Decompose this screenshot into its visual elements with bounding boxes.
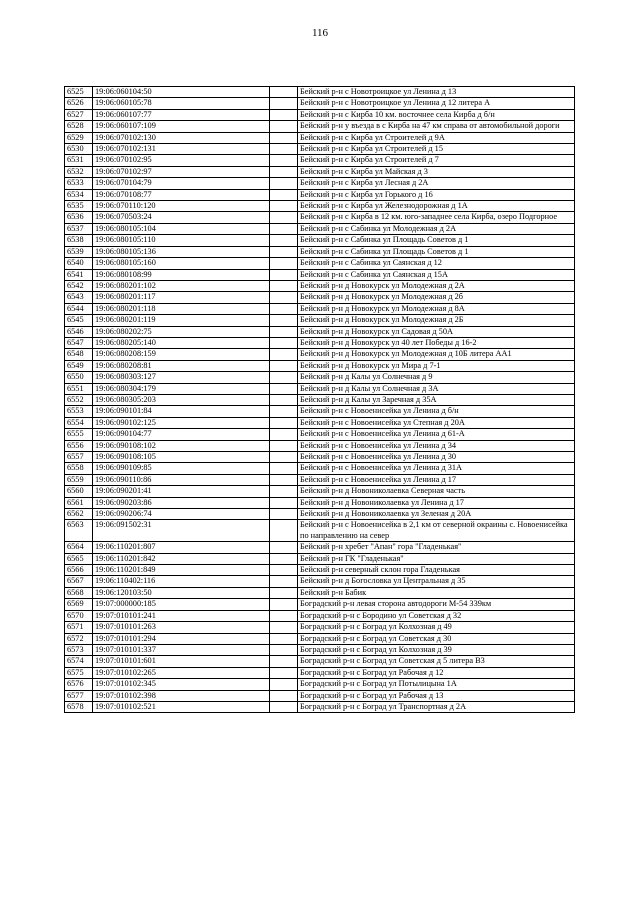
row-number-cell: 6577 (65, 690, 93, 701)
address-cell: Бейский р-н с Кирба ул Строителей д 15 (298, 144, 575, 155)
address-cell: Бейский р-н с Новоенисейка ул Ленина д 17 (298, 474, 575, 485)
empty-cell (270, 486, 298, 497)
cadastral-number-cell: 19:06:110402:116 (93, 576, 270, 587)
cadastral-number-cell: 19:06:080108:99 (93, 269, 270, 280)
table-row (65, 326, 575, 337)
address-cell: Бейский р-н с Кирба ул Строителей д 7 (298, 155, 575, 166)
table-row (65, 121, 575, 132)
row-number-cell: 6549 (65, 360, 93, 371)
empty-cell (270, 98, 298, 109)
table-row (65, 644, 575, 655)
table-row (65, 235, 575, 246)
page-number: 116 (311, 27, 329, 39)
address-cell: Бейский р-н д Калы ул Солнечная д 3А (298, 383, 575, 394)
address-cell: Бейский р-н с Новоенисейка ул Ленина д б/н (298, 406, 575, 417)
empty-cell (270, 633, 298, 644)
empty-cell (270, 337, 298, 348)
empty-cell (270, 679, 298, 690)
empty-cell (270, 667, 298, 678)
address-cell: Бейский р-н д Новокурск ул Молодежная д 2б (298, 292, 575, 303)
table-row (65, 315, 575, 326)
table-row (65, 212, 575, 223)
row-number-cell: 6574 (65, 656, 93, 667)
cadastral-number-cell: 19:06:080201:102 (93, 280, 270, 291)
row-number-cell: 6547 (65, 337, 93, 348)
row-number-cell: 6526 (65, 98, 93, 109)
empty-cell (270, 417, 298, 428)
table-row (65, 486, 575, 497)
cadastral-number-cell: 19:06:080303:127 (93, 372, 270, 383)
cadastral-number-cell: 19:06:090109:85 (93, 463, 270, 474)
empty-cell (270, 474, 298, 485)
address-cell: Боградский р-н с Боград ул Транспортная д 2А (298, 701, 575, 712)
row-number-cell: 6532 (65, 166, 93, 177)
address-cell: Бейский р-н с Новоенисейка ул Степная д 20А (298, 417, 575, 428)
table-row (65, 622, 575, 633)
table-row (65, 542, 575, 553)
table-row (65, 553, 575, 564)
cadastral-number-cell: 19:06:080201:118 (93, 303, 270, 314)
address-cell: Боградский р-н с Боград ул Рабочая д 13 (298, 690, 575, 701)
table-row (65, 292, 575, 303)
table-row (65, 246, 575, 257)
table-row (65, 633, 575, 644)
empty-cell (270, 372, 298, 383)
table-row (65, 520, 575, 542)
cadastral-number-cell: 19:06:080105:136 (93, 246, 270, 257)
address-cell: Боградский р-н левая сторона автодороги М-54 339км (298, 599, 575, 610)
empty-cell (270, 121, 298, 132)
row-number-cell: 6564 (65, 542, 93, 553)
row-number-cell: 6571 (65, 622, 93, 633)
address-cell: Бейский р-н с Новоенисейка ул Ленина д 31А (298, 463, 575, 474)
row-number-cell: 6570 (65, 610, 93, 621)
address-cell: Бейский р-н с Сабинка ул Саянская д 12 (298, 258, 575, 269)
cadastral-number-cell: 19:06:080208:81 (93, 360, 270, 371)
table-row (65, 155, 575, 166)
row-number-cell: 6566 (65, 565, 93, 576)
table-row (65, 189, 575, 200)
empty-cell (270, 201, 298, 212)
table-row (65, 349, 575, 360)
row-number-cell: 6578 (65, 701, 93, 712)
row-number-cell: 6546 (65, 326, 93, 337)
row-number-cell: 6553 (65, 406, 93, 417)
table-row (65, 565, 575, 576)
address-cell: Бейский р-н д Новокурск ул Молодежная д 2Б (298, 315, 575, 326)
table-row (65, 132, 575, 143)
address-cell: Бейский р-н с Кирба ул Железнодорожная д 1А (298, 201, 575, 212)
table-row (65, 383, 575, 394)
cadastral-number-cell: 19:06:080105:160 (93, 258, 270, 269)
cadastral-number-cell: 19:06:060107:77 (93, 109, 270, 120)
address-cell: Бейский р-н д Новониколаевка ул Ленина д 17 (298, 497, 575, 508)
cadastral-number-cell: 19:06:080105:104 (93, 223, 270, 234)
table-row (65, 610, 575, 621)
table-row (65, 178, 575, 189)
row-number-cell: 6559 (65, 474, 93, 485)
empty-cell (270, 212, 298, 223)
address-cell: Бейский р-н с Новоенисейка ул Ленина д 30 (298, 452, 575, 463)
address-cell: Боградский р-н с Боград ул Колхозная д 49 (298, 622, 575, 633)
row-number-cell: 6542 (65, 280, 93, 291)
row-number-cell: 6535 (65, 201, 93, 212)
table-row (65, 87, 575, 98)
empty-cell (270, 223, 298, 234)
empty-cell (270, 292, 298, 303)
table-row (65, 429, 575, 440)
cadastral-number-cell: 19:06:070503:24 (93, 212, 270, 223)
row-number-cell: 6554 (65, 417, 93, 428)
cadastral-number-cell: 19:06:110201:849 (93, 565, 270, 576)
address-cell: Бейский р-н с Новоенисейка ул Ленина д 61-А (298, 429, 575, 440)
address-cell: Бейский р-н с Кирба ул Майская д 3 (298, 166, 575, 177)
row-number-cell: 6536 (65, 212, 93, 223)
registry-table-body (65, 87, 575, 713)
empty-cell (270, 383, 298, 394)
table-row (65, 509, 575, 520)
empty-cell (270, 269, 298, 280)
cadastral-number-cell: 19:07:010101:241 (93, 610, 270, 621)
empty-cell (270, 622, 298, 633)
table-row (65, 406, 575, 417)
cadastral-number-cell: 19:06:080201:119 (93, 315, 270, 326)
empty-cell (270, 429, 298, 440)
row-number-cell: 6543 (65, 292, 93, 303)
empty-cell (270, 701, 298, 712)
empty-cell (270, 553, 298, 564)
row-number-cell: 6529 (65, 132, 93, 143)
empty-cell (270, 565, 298, 576)
table-row (65, 109, 575, 120)
empty-cell (270, 258, 298, 269)
cadastral-number-cell: 19:06:080208:159 (93, 349, 270, 360)
table-row (65, 394, 575, 405)
address-cell: Бейский р-н д Новокурск ул Молодежная д 2А (298, 280, 575, 291)
address-cell: Бейский р-н с Кирба ул Лесная д 2А (298, 178, 575, 189)
row-number-cell: 6567 (65, 576, 93, 587)
address-cell: Бейский р-н с Сабинка ул Площадь Советов д 1 (298, 235, 575, 246)
registry-table (64, 86, 575, 713)
table-row (65, 679, 575, 690)
cadastral-number-cell: 19:06:070102:131 (93, 144, 270, 155)
cadastral-number-cell: 19:07:010101:337 (93, 644, 270, 655)
cadastral-number-cell: 19:06:060105:78 (93, 98, 270, 109)
empty-cell (270, 394, 298, 405)
empty-cell (270, 303, 298, 314)
empty-cell (270, 144, 298, 155)
empty-cell (270, 644, 298, 655)
cadastral-number-cell: 19:06:080105:110 (93, 235, 270, 246)
cadastral-number-cell: 19:06:090110:86 (93, 474, 270, 485)
cadastral-number-cell: 19:06:080205:140 (93, 337, 270, 348)
table-row (65, 690, 575, 701)
empty-cell (270, 576, 298, 587)
address-cell: Боградский р-н с Боград ул Колхозная д 39 (298, 644, 575, 655)
row-number-cell: 6576 (65, 679, 93, 690)
cadastral-number-cell: 19:06:070108:77 (93, 189, 270, 200)
cadastral-number-cell: 19:07:010101:601 (93, 656, 270, 667)
table-row (65, 337, 575, 348)
table-row (65, 166, 575, 177)
empty-cell (270, 315, 298, 326)
table-row (65, 452, 575, 463)
empty-cell (270, 599, 298, 610)
row-number-cell: 6550 (65, 372, 93, 383)
row-number-cell: 6537 (65, 223, 93, 234)
row-number-cell: 6534 (65, 189, 93, 200)
cadastral-number-cell: 19:06:080201:117 (93, 292, 270, 303)
empty-cell (270, 109, 298, 120)
table-row (65, 440, 575, 451)
row-number-cell: 6552 (65, 394, 93, 405)
cadastral-number-cell: 19:07:010101:294 (93, 633, 270, 644)
row-number-cell: 6561 (65, 497, 93, 508)
row-number-cell: 6555 (65, 429, 93, 440)
address-cell: Бейский р-н с Новоенисейка в 2,1 км от северной окраины с. Новоенисейка по направлению на север (298, 520, 575, 542)
address-cell: Бейский р-н д Новокурск ул 40 лет Победы д 16-2 (298, 337, 575, 348)
empty-cell (270, 235, 298, 246)
address-cell: Боградский р-н с Бородино ул Советская д 32 (298, 610, 575, 621)
address-cell: Бейский р-н Бабик (298, 587, 575, 598)
address-cell: Бейский р-н с Сабинка ул Молодежная д 2А (298, 223, 575, 234)
cadastral-number-cell: 19:06:080202:75 (93, 326, 270, 337)
row-number-cell: 6556 (65, 440, 93, 451)
row-number-cell: 6545 (65, 315, 93, 326)
row-number-cell: 6541 (65, 269, 93, 280)
empty-cell (270, 360, 298, 371)
table-row (65, 269, 575, 280)
row-number-cell: 6563 (65, 520, 93, 542)
table-row (65, 303, 575, 314)
table-row (65, 144, 575, 155)
row-number-cell: 6558 (65, 463, 93, 474)
empty-cell (270, 349, 298, 360)
address-cell: Бейский р-н д Новокурск ул Молодежная д 10Б литера АА1 (298, 349, 575, 360)
empty-cell (270, 690, 298, 701)
cadastral-number-cell: 19:07:010102:398 (93, 690, 270, 701)
address-cell: Бейский р-н хребет "Апан" гора "Гладенькая" (298, 542, 575, 553)
row-number-cell: 6573 (65, 644, 93, 655)
table-row (65, 667, 575, 678)
cadastral-number-cell: 19:07:000000:185 (93, 599, 270, 610)
row-number-cell: 6569 (65, 599, 93, 610)
row-number-cell: 6527 (65, 109, 93, 120)
address-cell: Бейский р-н с Кирба в 12 км. юго-западнее села Кирба, озеро Подгорное (298, 212, 575, 223)
cadastral-number-cell: 19:06:070104:79 (93, 178, 270, 189)
empty-cell (270, 587, 298, 598)
row-number-cell: 6568 (65, 587, 93, 598)
cadastral-number-cell: 19:06:120103:50 (93, 587, 270, 598)
row-number-cell: 6538 (65, 235, 93, 246)
row-number-cell: 6562 (65, 509, 93, 520)
cadastral-number-cell: 19:06:080304:179 (93, 383, 270, 394)
table-row (65, 656, 575, 667)
table-row (65, 587, 575, 598)
table-row (65, 463, 575, 474)
cadastral-number-cell: 19:06:090206:74 (93, 509, 270, 520)
address-cell: Бейский р-н с Новотроицкое ул Ленина д 13 (298, 87, 575, 98)
empty-cell (270, 542, 298, 553)
table-row (65, 417, 575, 428)
table-row (65, 576, 575, 587)
address-cell: Бейский р-н д Новониколаевка ул Зеленая д 20А (298, 509, 575, 520)
row-number-cell: 6525 (65, 87, 93, 98)
table-row (65, 280, 575, 291)
address-cell: Боградский р-н с Боград ул Рабочая д 12 (298, 667, 575, 678)
address-cell: Бейский р-н с Сабинка ул Саянская д 15А (298, 269, 575, 280)
address-cell: Бейский р-н с Кирба 10 км. восточнее села Кирба д б/н (298, 109, 575, 120)
row-number-cell: 6572 (65, 633, 93, 644)
empty-cell (270, 520, 298, 542)
table-row (65, 360, 575, 371)
cadastral-number-cell: 19:06:070102:97 (93, 166, 270, 177)
empty-cell (270, 452, 298, 463)
row-number-cell: 6540 (65, 258, 93, 269)
empty-cell (270, 166, 298, 177)
table-row (65, 701, 575, 712)
address-cell: Бейский р-н с Кирба ул Строителей д 9А (298, 132, 575, 143)
row-number-cell: 6530 (65, 144, 93, 155)
cadastral-number-cell: 19:06:060107:109 (93, 121, 270, 132)
row-number-cell: 6565 (65, 553, 93, 564)
cadastral-number-cell: 19:06:070102:95 (93, 155, 270, 166)
empty-cell (270, 406, 298, 417)
address-cell: Бейский р-н д Калы ул Солнечная д 9 (298, 372, 575, 383)
row-number-cell: 6557 (65, 452, 93, 463)
empty-cell (270, 463, 298, 474)
cadastral-number-cell: 19:06:110201:807 (93, 542, 270, 553)
row-number-cell: 6539 (65, 246, 93, 257)
table-row (65, 258, 575, 269)
address-cell: Бейский р-н с Кирба ул Горького д 16 (298, 189, 575, 200)
address-cell: Бейский р-н ГК "Гладенькая" (298, 553, 575, 564)
row-number-cell: 6560 (65, 486, 93, 497)
address-cell: Бейский р-н северный склон гора Гладенькая (298, 565, 575, 576)
row-number-cell: 6548 (65, 349, 93, 360)
address-cell: Бейский р-н с Новоенисейка ул Ленина д 34 (298, 440, 575, 451)
cadastral-number-cell: 19:06:090201:41 (93, 486, 270, 497)
address-cell: Бейский р-н д Богословка ул Центральная д 35 (298, 576, 575, 587)
table-row (65, 98, 575, 109)
table-row (65, 372, 575, 383)
row-number-cell: 6533 (65, 178, 93, 189)
row-number-cell: 6575 (65, 667, 93, 678)
cadastral-number-cell: 19:06:090203:86 (93, 497, 270, 508)
cadastral-number-cell: 19:06:070102:130 (93, 132, 270, 143)
empty-cell (270, 132, 298, 143)
empty-cell (270, 246, 298, 257)
row-number-cell: 6528 (65, 121, 93, 132)
cadastral-number-cell: 19:06:110201:842 (93, 553, 270, 564)
table-row (65, 497, 575, 508)
table-row (65, 201, 575, 212)
cadastral-number-cell: 19:06:090108:102 (93, 440, 270, 451)
address-cell: Бейский р-н д Калы ул Заречная д 35А (298, 394, 575, 405)
empty-cell (270, 280, 298, 291)
empty-cell (270, 497, 298, 508)
cadastral-number-cell: 19:07:010102:265 (93, 667, 270, 678)
row-number-cell: 6531 (65, 155, 93, 166)
table-row (65, 599, 575, 610)
cadastral-number-cell: 19:06:090102:125 (93, 417, 270, 428)
cadastral-number-cell: 19:06:060104:50 (93, 87, 270, 98)
cadastral-number-cell: 19:06:090104:77 (93, 429, 270, 440)
row-number-cell: 6551 (65, 383, 93, 394)
address-cell: Боградский р-н с Боград ул Советская д 30 (298, 633, 575, 644)
address-cell: Бейский р-н с Сабинка ул Площадь Советов д 1 (298, 246, 575, 257)
cadastral-number-cell: 19:06:080305:203 (93, 394, 270, 405)
empty-cell (270, 189, 298, 200)
empty-cell (270, 440, 298, 451)
table-row (65, 223, 575, 234)
cadastral-number-cell: 19:06:091502:31 (93, 520, 270, 542)
address-cell: Бейский р-н д Новокурск ул Молодежная д 8А (298, 303, 575, 314)
address-cell: Бейский р-н с Новотроицкое ул Ленина д 12 литера А (298, 98, 575, 109)
empty-cell (270, 326, 298, 337)
empty-cell (270, 509, 298, 520)
address-cell: Боградский р-н с Боград ул Потылицына 1А (298, 679, 575, 690)
cadastral-number-cell: 19:07:010102:345 (93, 679, 270, 690)
cadastral-number-cell: 19:07:010102:521 (93, 701, 270, 712)
empty-cell (270, 178, 298, 189)
cadastral-number-cell: 19:07:010101:263 (93, 622, 270, 633)
cadastral-number-cell: 19:06:070110:120 (93, 201, 270, 212)
cadastral-number-cell: 19:06:090101:84 (93, 406, 270, 417)
address-cell: Бейский р-н у въезда в с Кирба на 47 км справа от автомобильной дороги (298, 121, 575, 132)
address-cell: Боградский р-н с Боград ул Советская д 5 литера В3 (298, 656, 575, 667)
address-cell: Бейский р-н д Новокурск ул Садовая д 50А (298, 326, 575, 337)
row-number-cell: 6544 (65, 303, 93, 314)
address-cell: Бейский р-н д Новокурск ул Мира д 7-1 (298, 360, 575, 371)
address-cell: Бейский р-н д Новониколаевка Северная часть (298, 486, 575, 497)
empty-cell (270, 610, 298, 621)
empty-cell (270, 87, 298, 98)
table-row (65, 474, 575, 485)
cadastral-number-cell: 19:06:090108:105 (93, 452, 270, 463)
empty-cell (270, 155, 298, 166)
empty-cell (270, 656, 298, 667)
